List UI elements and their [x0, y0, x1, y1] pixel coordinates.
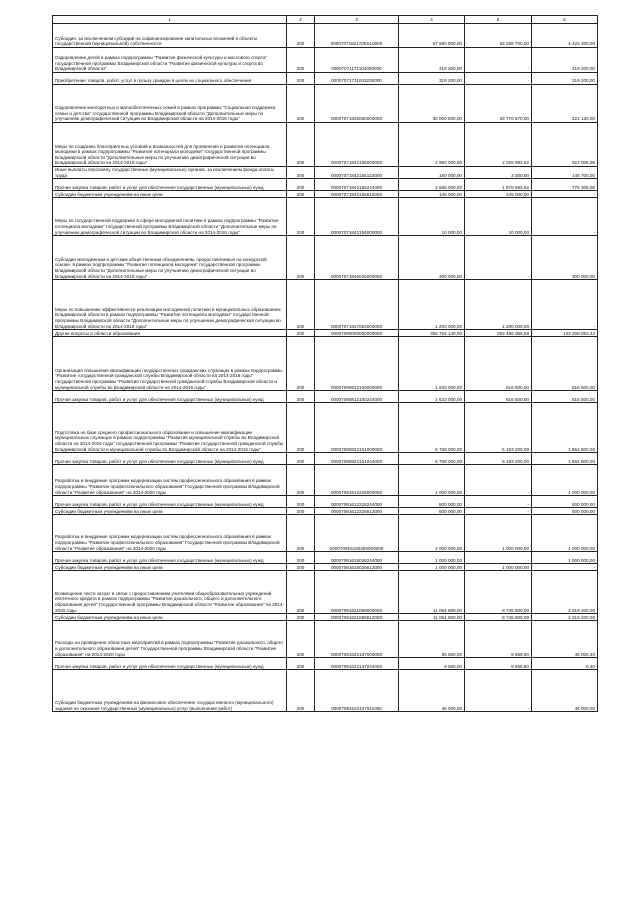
line-code-cell: 200: [287, 24, 315, 48]
approved-amount-cell: 300 000,00: [399, 236, 465, 280]
executed-amount-cell: -: [465, 508, 532, 515]
unexecuted-amount-cell: -: [532, 191, 598, 198]
expense-name-cell: Субсидии бюджетным учреждениям на иные цели: [53, 508, 287, 515]
expense-name-cell: Прочая закупка товаров, работ и услуг для обеспечения государственных (муниципальных) нужд: [53, 496, 287, 508]
expense-name-cell: Оздоровление многодетных и малообеспеченных семей в рамках программы "Социальная поддержка семьи и детства" государственной программы Владимирской области "Дополнительные меры по улучшению демографической ситуации во Владимирской области на 2014-2016 годы": [53, 85, 287, 123]
approved-amount-cell: 67 680 000,00: [399, 24, 465, 48]
line-code-cell: 200: [287, 236, 315, 280]
approved-amount-cell: 10 000,00: [399, 198, 465, 236]
line-code-cell: 200: [287, 403, 315, 453]
table-row: [53, 24, 598, 48]
table-row: [53, 280, 598, 330]
budget-classification-code-cell: 00007090822101244000: [315, 453, 399, 465]
line-code-cell: 200: [287, 280, 315, 330]
expense-name-cell: Субсидии бюджетным учреждениям на финансовое обеспечение государственного (муниципального) задания на оказание государственных (муниципальных) услуг (выполнение работ): [53, 670, 287, 712]
budget-classification-code-cell: 00007071842155612000: [315, 191, 399, 198]
executed-amount-cell: -: [465, 465, 532, 496]
executed-amount-cell: -: [465, 73, 532, 85]
unexecuted-amount-cell: 816 500,00: [532, 391, 598, 403]
table-row: [53, 621, 598, 658]
executed-amount-cell: 9 659,60: [465, 658, 532, 670]
unexecuted-amount-cell: 319 200,00: [532, 48, 598, 73]
table-row: [53, 48, 598, 73]
executed-amount-cell: -: [465, 552, 532, 564]
budget-classification-code-cell: 00007071842155122000: [315, 167, 399, 179]
executed-amount-cell: 5 193 200,00: [465, 403, 532, 453]
unexecuted-amount-cell: 300 000,00: [532, 236, 598, 280]
unexecuted-amount-cell: 1 000 000,00: [532, 552, 598, 564]
executed-amount-cell: -: [465, 670, 532, 712]
line-code-cell: 200: [287, 552, 315, 564]
budget-classification-code-cell: 00007091615026244000: [315, 552, 399, 564]
approved-amount-cell: 145 000,00: [399, 191, 465, 198]
table-row: [53, 571, 598, 614]
table-row: [53, 198, 598, 236]
approved-amount-cell: 1 000 000,00: [399, 552, 465, 564]
line-code-cell: 200: [287, 564, 315, 571]
line-code-cell: 200: [287, 496, 315, 508]
approved-amount-cell: 55 660,00: [399, 621, 465, 658]
column-header: 6: [532, 16, 598, 24]
unexecuted-amount-cell: 2 319 200,00: [532, 571, 598, 614]
line-code-cell: 200: [287, 191, 315, 198]
expense-name-cell: Прочая закупка товаров, работ и услуг для обеспечения государственных (муниципальных) нужд: [53, 391, 287, 403]
line-code-cell: 200: [287, 465, 315, 496]
executed-amount-cell: -: [465, 48, 532, 73]
approved-amount-cell: 1 200 000,00: [399, 280, 465, 330]
budget-classification-code-cell: 00007091612226612000: [315, 508, 399, 515]
table-body: [53, 24, 598, 712]
table-row: [53, 391, 598, 403]
expense-name-cell: Меры по созданию благоприятных условий и возможностей для проявления и развития потенциала молодежи в рамках подпрограммы "Развитие потенциала молодежи" государственной программы Владимирской области "Дополнительные меры по улучшению демографической ситуации во Владимирской области на 2014-2016 годы": [53, 123, 287, 167]
approved-amount-cell: 2 655 000,00: [399, 179, 465, 191]
table-row: [53, 330, 598, 337]
unexecuted-amount-cell: 221 130,00: [532, 85, 598, 123]
table-row: [53, 236, 598, 280]
table-row: [53, 85, 598, 123]
table-row: [53, 508, 598, 515]
expense-name-cell: Разработка и внедрение программ модернизации систем профессионального образования в рамках подпрограммы "Развитие профессионального образования" Государственной программы Владимирской области "Развитие образования" на 2014-2020 годы: [53, 465, 287, 496]
budget-report-sheet: [52, 15, 597, 712]
expense-name-cell: Меры по государственной поддержке в сфере молодежной политики в рамках подпрограммы "Развитие потенциала молодежи" государственной программы Владимирской области "Дополнительные меры по улучшению демографической ситуации во Владимирской области на 2014-2016 годы": [53, 198, 287, 236]
expense-name-cell: Прочая закупка товаров, работ и услуг для обеспечения государственных (муниципальных) нужд: [53, 179, 287, 191]
approved-amount-cell: 1 000 000,00: [399, 564, 465, 571]
line-code-cell: 200: [287, 73, 315, 85]
budget-classification-code-cell: 00007091621069000000: [315, 571, 399, 614]
approved-amount-cell: 30 000 000,00: [399, 85, 465, 123]
unexecuted-amount-cell: -: [532, 564, 598, 571]
approved-amount-cell: 319 200,00: [399, 48, 465, 73]
table-row: [53, 167, 598, 179]
budget-classification-code-cell: 000070916150260000000: [315, 515, 399, 552]
expense-name-cell: Разработка и внедрение программ модернизации систем профессионального образования в рамках подпрограммы "Развитие профессионального образования" Государственной программы Владимирской области "Развитие образования" на 2014-2020 годы: [53, 515, 287, 552]
budget-classification-code-cell: 00007071842155244000: [315, 179, 399, 191]
executed-amount-cell: 10 000,00: [465, 198, 532, 236]
unexecuted-amount-cell: 319 200,00: [532, 73, 598, 85]
expense-name-cell: Расходы на проведение областных мероприятий в рамках подпрограммы "Развитие дошкольного, общего и дополнительного образования детей" Государственной программы Владимирской области "Развитие образования" на 2014-2020 годы: [53, 621, 287, 658]
executed-amount-cell: -: [465, 236, 532, 280]
executed-amount-cell: 816 500,00: [465, 391, 532, 403]
budget-classification-code-cell: 00007071821705S10000: [315, 24, 399, 48]
unexecuted-amount-cell: 46 000,40: [532, 621, 598, 658]
table-row: [53, 337, 598, 391]
approved-amount-cell: 150 000,00: [399, 167, 465, 179]
expense-name-cell: Оздоровление детей в рамках подпрограммы "Развитие физической культуры и массового спорта" государственной программы Владимирской области "Развитие физической культуры и спорта во Владимирской области": [53, 48, 287, 73]
line-code-cell: 200: [287, 453, 315, 465]
line-code-cell: 200: [287, 621, 315, 658]
expense-name-cell: Возмещение части затрат в связи с предоставлением учителями общеобразовательных учреждений ипотечного кредита в рамках подпрограммы "Развитие дошкольного, общего и дополнительного образования детей" Государственной программы Владимирской области "Развитие образования" на 2014-2020 годы: [53, 571, 287, 614]
budget-classification-code-cell: 00007071842156000000: [315, 198, 399, 236]
unexecuted-amount-cell: 146 700,00: [532, 167, 598, 179]
budget-table: [52, 15, 598, 712]
expense-name-cell: Субсидии бюджетным учреждениям на иные цели: [53, 191, 287, 198]
approved-amount-cell: 9 660,00: [399, 658, 465, 670]
expense-name-cell: Субсидия, за исключением субсидий на софинансирование капитальных вложений в объекты государственной (муниципальной) собственности: [53, 24, 287, 48]
approved-amount-cell: 500 000,00: [399, 496, 465, 508]
line-code-cell: 200: [287, 515, 315, 552]
approved-amount-cell: 6 758 000,00: [399, 453, 465, 465]
table-row: [53, 670, 598, 712]
line-code-cell: 200: [287, 337, 315, 391]
budget-classification-code-cell: 00007090812100244000: [315, 391, 399, 403]
line-code-cell: 200: [287, 179, 315, 191]
table-row: [53, 179, 598, 191]
table-row: [53, 496, 598, 508]
budget-classification-code-cell: 00007091612226244000: [315, 496, 399, 508]
unexecuted-amount-cell: 2 319 200,00: [532, 614, 598, 621]
budget-classification-code-cell: 00007090000000000000: [315, 330, 399, 337]
unexecuted-amount-cell: 46 000,00: [532, 670, 598, 712]
expense-name-cell: Субсидии бюджетным учреждениям на иные цели: [53, 614, 287, 621]
unexecuted-amount-cell: 500 000,00: [532, 496, 598, 508]
approved-amount-cell: 6 758 000,00: [399, 403, 465, 453]
executed-amount-cell: 1 000 000,00: [465, 515, 532, 552]
line-code-cell: 200: [287, 508, 315, 515]
executed-amount-cell: 63 259 700,00: [465, 24, 532, 48]
executed-amount-cell: 2 026 993,92: [465, 123, 532, 167]
unexecuted-amount-cell: -: [532, 198, 598, 236]
unexecuted-amount-cell: 1 000 000,00: [532, 465, 598, 496]
line-code-cell: 200: [287, 330, 315, 337]
budget-classification-code-cell: 00007071826060000000: [315, 85, 399, 123]
budget-classification-code-cell: 00007071711043230000: [315, 73, 399, 85]
approved-amount-cell: 46 000,00: [399, 670, 465, 712]
executed-amount-cell: 29 778 870,00: [465, 85, 532, 123]
expense-name-cell: Субсидии бюджетным учреждениям на иные цели: [53, 564, 287, 571]
approved-amount-cell: 500 000,00: [399, 508, 465, 515]
budget-classification-code-cell: 00007071847063000000: [315, 280, 399, 330]
table-row: [53, 403, 598, 453]
line-code-cell: 200: [287, 167, 315, 179]
line-code-cell: 200: [287, 123, 315, 167]
expense-name-cell: Меры по повышению эффективности реализации молодежной политики в муниципальных образованиях Владимирской области в рамках подпрограммы "Развитие потенциала молодежи" государственной программы Владимирской области "Дополнительные меры по улучшению демографической ситуации во Владимирской области на 2014-2016 годы": [53, 280, 287, 330]
budget-classification-code-cell: 00007091622137000000: [315, 621, 399, 658]
budget-classification-code-cell: 00007091622137611000: [315, 670, 399, 712]
table-row: [53, 564, 598, 571]
approved-amount-cell: 319 200,00: [399, 73, 465, 85]
unexecuted-amount-cell: 816 500,00: [532, 337, 598, 391]
line-code-cell: 200: [287, 658, 315, 670]
executed-amount-cell: 816 500,00: [465, 337, 532, 391]
executed-amount-cell: 9 659,60: [465, 621, 532, 658]
executed-amount-cell: 8 745 600,00: [465, 571, 532, 614]
approved-amount-cell: 11 064 800,00: [399, 614, 465, 621]
approved-amount-cell: 356 754 140,00: [399, 330, 465, 337]
budget-classification-code-cell: 00007090822101000000: [315, 403, 399, 453]
unexecuted-amount-cell: 4 420 300,00: [532, 24, 598, 48]
column-header: 5: [465, 16, 532, 24]
budget-classification-code-cell: 00007071846025000000: [315, 236, 399, 280]
line-code-cell: 200: [287, 48, 315, 73]
expense-name-cell: Прочая закупка товаров, работ и услуг для обеспечения государственных (муниципальных) нужд: [53, 552, 287, 564]
expense-name-cell: Организация повышения квалификации государственных гражданских служащих в рамках подпрограммы "Развитие государственной гражданской службы Владимирской области на 2014-2016 годы" государственной программы "Развитие государственной гражданской службы Владимирской области и муниципальной службы во Владимирской области на 2014-2016 годы": [53, 337, 287, 391]
column-header: 2: [287, 16, 315, 24]
line-code-cell: 200: [287, 670, 315, 712]
line-code-cell: 200: [287, 614, 315, 621]
expense-name-cell: Прочая закупка товаров, работ и услуг для обеспечения государственных (муниципальных) нужд: [53, 453, 287, 465]
unexecuted-amount-cell: 1 564 800,00: [532, 453, 598, 465]
column-header: 3: [315, 16, 399, 24]
table-row: [53, 453, 598, 465]
unexecuted-amount-cell: 103 268 053,42: [532, 330, 598, 337]
line-code-cell: 200: [287, 391, 315, 403]
unexecuted-amount-cell: -: [532, 280, 598, 330]
budget-classification-code-cell: 00007091612226000000: [315, 465, 399, 496]
unexecuted-amount-cell: 1 000 000,00: [532, 515, 598, 552]
executed-amount-cell: 145 000,00: [465, 191, 532, 198]
budget-classification-code-cell: 00007091622137244000: [315, 658, 399, 670]
executed-amount-cell: 1 878 693,92: [465, 179, 532, 191]
column-header: 1: [53, 16, 287, 24]
executed-amount-cell: 1 200 000,00: [465, 280, 532, 330]
table-row: [53, 123, 598, 167]
column-header: 4: [399, 16, 465, 24]
budget-classification-code-cell: 00007071842155000000: [315, 123, 399, 167]
unexecuted-amount-cell: 923 006,08: [532, 123, 598, 167]
executed-amount-cell: 1 000 000,00: [465, 564, 532, 571]
unexecuted-amount-cell: 500 000,00: [532, 508, 598, 515]
expense-name-cell: Иные выплаты персоналу государственных (муниципальных) органов, за исключением фонда оплаты труда: [53, 167, 287, 179]
expense-name-cell: Субсидии молодежным и детским общественным объединениям, предоставляемые на конкурсной основе, в рамках подпрограммы "Развитие потенциала молодежи" государственной программы Владимирской области "Дополнительные меры по улучшению демографической ситуации во Владимирской области на 2014-2016 годы": [53, 236, 287, 280]
approved-amount-cell: 1 633 000,00: [399, 391, 465, 403]
table-row: [53, 552, 598, 564]
expense-name-cell: Прочая закупка товаров, работ и услуг для обеспечения государственных (муниципальных) нужд: [53, 658, 287, 670]
unexecuted-amount-cell: 1 564 800,00: [532, 403, 598, 453]
table-row: [53, 73, 598, 85]
table-row: [53, 515, 598, 552]
approved-amount-cell: 2 000 000,00: [399, 515, 465, 552]
executed-amount-cell: 5 193 200,00: [465, 453, 532, 465]
table-row: [53, 614, 598, 621]
budget-classification-code-cell: 00007091621069612000: [315, 614, 399, 621]
budget-classification-code-cell: 00007071171104000000: [315, 48, 399, 73]
expense-name-cell: Другие вопросы в области образования: [53, 330, 287, 337]
line-code-cell: 200: [287, 198, 315, 236]
executed-amount-cell: 253 486 086,58: [465, 330, 532, 337]
approved-amount-cell: 2 950 000,00: [399, 123, 465, 167]
executed-amount-cell: -: [465, 496, 532, 508]
executed-amount-cell: 8 745 600,00: [465, 614, 532, 621]
approved-amount-cell: 1 633 000,00: [399, 337, 465, 391]
unexecuted-amount-cell: 0,40: [532, 658, 598, 670]
column-number-row: [53, 16, 598, 24]
line-code-cell: 200: [287, 85, 315, 123]
approved-amount-cell: 1 000 000,00: [399, 465, 465, 496]
executed-amount-cell: 3 300,00: [465, 167, 532, 179]
unexecuted-amount-cell: 776 306,08: [532, 179, 598, 191]
table-row: [53, 658, 598, 670]
approved-amount-cell: 11 064 800,00: [399, 571, 465, 614]
table-row: [53, 191, 598, 198]
table-row: [53, 465, 598, 496]
budget-classification-code-cell: 00007091615026612000: [315, 564, 399, 571]
budget-classification-code-cell: 00007090812100000000: [315, 337, 399, 391]
expense-name-cell: Приобретение товаров, работ, услуг в пользу граждан в целях их социального обеспечения: [53, 73, 287, 85]
line-code-cell: 200: [287, 571, 315, 614]
expense-name-cell: Подготовка на базе среднего профессионального образования и повышение квалификации муниципальных служащих в рамках подпрограммы "Развитие муниципальной службы во Владимирской области на 2014-2016 годы" государственной программы "Развитие государственной гражданской службы Владимирской области и муниципальной службы во Владимирской области на 2014-2016 годы": [53, 403, 287, 453]
